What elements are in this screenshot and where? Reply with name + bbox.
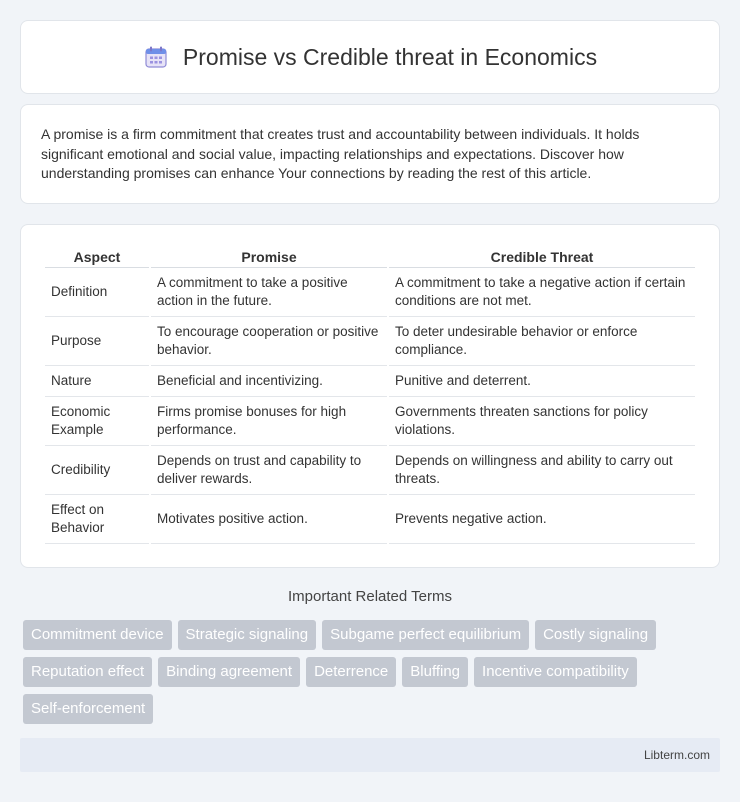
row-credible-threat: A commitment to take a negative action if certain conditions are not met.	[389, 268, 695, 317]
row-promise: To encourage cooperation or positive behavior.	[151, 317, 387, 366]
row-promise: Depends on trust and capability to deliver rewards.	[151, 446, 387, 495]
related-terms-list	[23, 620, 723, 724]
comparison-card	[20, 224, 720, 568]
row-credible-threat: Governments threaten sanctions for policy violations.	[389, 397, 695, 446]
row-credible-threat: To deter undesirable behavior or enforce compliance.	[389, 317, 695, 366]
related-term-tag[interactable]: Binding agreement	[158, 657, 300, 687]
related-term-tag[interactable]: Subgame perfect equilibrium	[322, 620, 529, 650]
related-term-tag[interactable]: Deterrence	[306, 657, 396, 687]
footer	[20, 738, 720, 772]
related-terms-heading: Important Related Terms	[288, 588, 452, 605]
title-wrap	[143, 44, 597, 71]
row-promise: Beneficial and incentivizing.	[151, 366, 387, 397]
header-credible-threat: Credible Threat	[389, 245, 695, 268]
row-aspect: Nature	[45, 366, 149, 397]
row-aspect: Definition	[45, 268, 149, 317]
related-term-tag[interactable]: Commitment device	[23, 620, 172, 650]
table-row	[45, 317, 695, 366]
table-row	[45, 446, 695, 495]
table-row	[45, 366, 695, 397]
row-aspect: Purpose	[45, 317, 149, 366]
related-term-tag[interactable]: Reputation effect	[23, 657, 152, 687]
title-card	[20, 20, 720, 94]
row-credible-threat: Prevents negative action.	[389, 495, 695, 544]
row-promise: A commitment to take a positive action in the future.	[151, 268, 387, 317]
related-term-tag[interactable]: Bluffing	[402, 657, 468, 687]
row-credible-threat: Depends on willingness and ability to carry out threats.	[389, 446, 695, 495]
row-credible-threat: Punitive and deterrent.	[389, 366, 695, 397]
related-term-tag[interactable]: Costly signaling	[535, 620, 656, 650]
header-aspect: Aspect	[45, 245, 149, 268]
row-promise: Motivates positive action.	[151, 495, 387, 544]
footer-site-link[interactable]: Libterm.com	[643, 748, 710, 762]
table-header-row	[45, 245, 695, 268]
row-aspect: Effect on Behavior	[45, 495, 149, 544]
row-promise: Firms promise bonuses for high performance.	[151, 397, 387, 446]
table-row	[45, 397, 695, 446]
comparison-table	[43, 245, 697, 544]
related-term-tag[interactable]: Strategic signaling	[178, 620, 317, 650]
row-aspect: Economic Example	[45, 397, 149, 446]
header-promise: Promise	[151, 245, 387, 268]
row-aspect: Credibility	[45, 446, 149, 495]
calendar-icon	[143, 44, 169, 70]
page-title: Promise vs Credible threat in Economics	[182, 43, 598, 70]
related-term-tag[interactable]: Incentive compatibility	[474, 657, 637, 687]
intro-text: A promise is a firm commitment that creates trust and accountability between individuals. It holds significant emotional and social value, impacting relationships and expectations. Discover how understanding promises can enhance Your connections by reading the rest of this article.	[41, 126, 640, 181]
intro-card	[20, 104, 720, 204]
table-row	[45, 495, 695, 544]
related-term-tag[interactable]: Self-enforcement	[23, 694, 153, 724]
table-row	[45, 268, 695, 317]
